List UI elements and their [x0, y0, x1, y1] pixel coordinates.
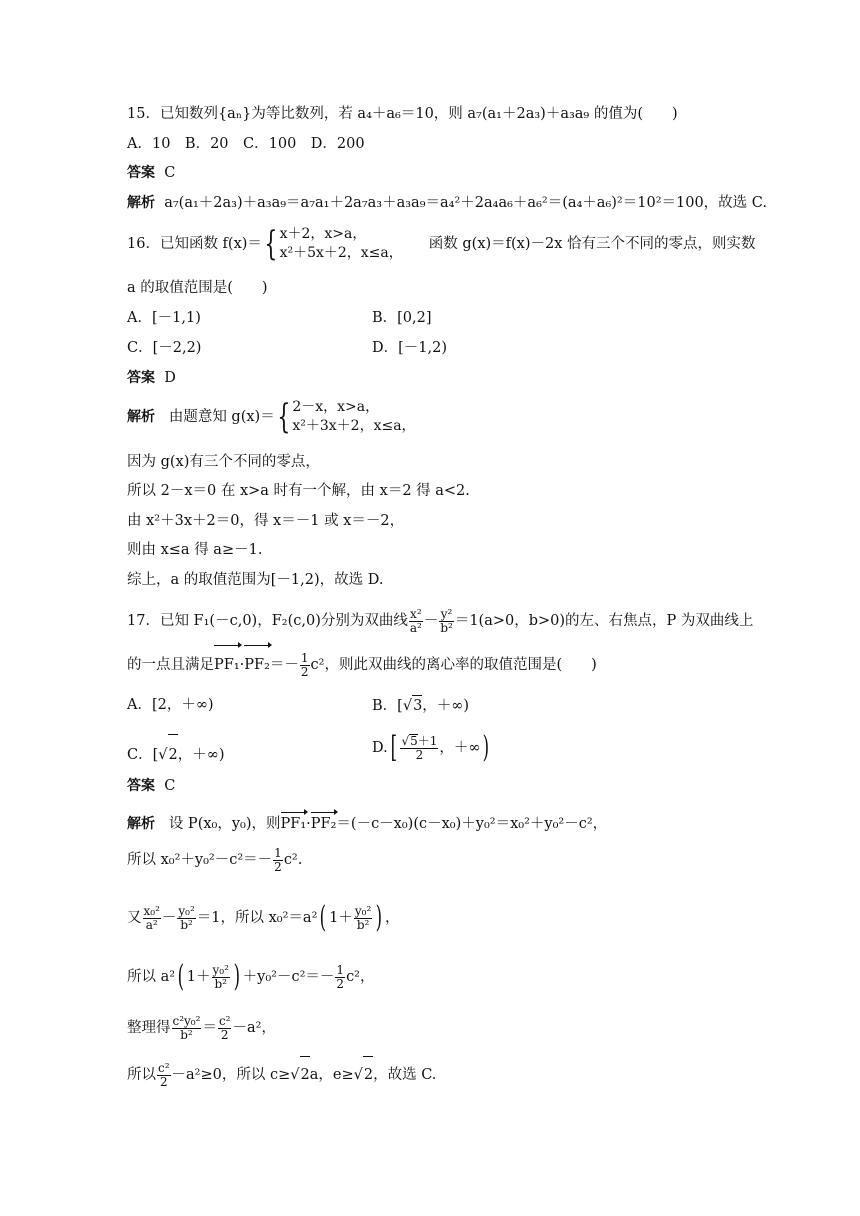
left-paren: (: [177, 959, 185, 994]
denominator: b²: [356, 917, 370, 932]
q16-stem-line2: a 的取值范围是( ): [127, 280, 268, 296]
fraction: [409, 608, 423, 635]
fraction: [157, 1062, 171, 1089]
q17-option-d: [372, 728, 492, 768]
q16-analysis-line4: 则由 x≤a 得 a≥－1.: [127, 542, 263, 558]
q17-analysis-line5: [127, 1010, 276, 1046]
numerator: y₀²: [212, 962, 229, 977]
denominator: 2: [274, 859, 282, 874]
analysis-text: －a²≥0，所以 c≥: [171, 1067, 291, 1083]
q16-g-case1: 2－x，x>a，: [292, 399, 380, 415]
answer-label: 答案: [127, 370, 155, 386]
q16-g-case2: x²＋3x＋2，x≤a，: [292, 418, 416, 434]
q16-option-a: A．[－1,1): [127, 310, 201, 326]
vector-pf1: PF₁: [214, 647, 240, 683]
radicand: 5: [410, 734, 418, 748]
analysis-text: 整理得: [127, 1020, 171, 1036]
analysis-text: c².: [283, 852, 303, 868]
q16-analysis-pre: 由题意知 g(x)＝: [168, 409, 275, 425]
dot-operator: ·: [306, 816, 311, 832]
analysis-text: ＝1，所以 x₀²＝a²: [196, 910, 318, 926]
analysis-label: 解析: [127, 816, 155, 832]
q16-analysis: [127, 398, 416, 436]
minus: －: [161, 910, 177, 926]
radicand: 2: [300, 1056, 310, 1093]
denominator: 2: [415, 748, 424, 762]
analysis-text: 设 P(x₀，y₀)，则: [168, 816, 281, 832]
q17-options-row1: [127, 695, 727, 715]
left-bracket: [: [390, 730, 397, 765]
radicand: 2: [168, 734, 178, 775]
q16-answer-value: D: [164, 370, 176, 386]
fraction: [335, 964, 345, 991]
denominator: b²: [180, 917, 193, 932]
q16-stem-pre: 16．已知函数 f(x)＝: [127, 236, 262, 252]
left-paren: (: [320, 900, 327, 935]
option-prefix: D.: [372, 740, 388, 756]
q16-analysis-line2: 所以 2－x＝0 在 x>a 时有一个解，由 x＝2 得 a<2.: [127, 483, 470, 499]
vector-pf2: PF₂: [244, 647, 270, 683]
denominator: 2: [220, 1027, 229, 1042]
analysis-text: 所以: [127, 1067, 156, 1083]
numerator: c²y₀²: [172, 1013, 201, 1028]
dot-operator: ·: [239, 657, 245, 673]
left-brace: {: [264, 224, 278, 264]
q17-analysis-line6: 所以 $\frac{\text{c²}}{2}$ －a²≥0，所以 c≥√2a，e≥√2，故选 C.: [127, 1056, 436, 1093]
analysis-text: ，: [384, 910, 400, 926]
q17-analysis-line3: [127, 898, 399, 938]
denominator: b²: [440, 620, 453, 635]
q17-line2-post: c²，则此双曲线的离心率的取值范围是( ): [310, 657, 597, 673]
numerator: √5＋1: [401, 734, 438, 748]
q15-analysis-text: a₇(a₁＋2a₃)＋a₃a₉＝a₇a₁＋2a₇a₃＋a₃a₉＝a₄²＋2a₄a₆＋a₆²＝(a₄＋a₆)²＝10²＝100，故选 C.: [164, 195, 767, 211]
fraction: [218, 1015, 232, 1042]
option-suffix: ，＋∞: [439, 740, 481, 756]
answer-label: 答案: [127, 778, 155, 794]
fraction: [300, 652, 310, 679]
fraction: [143, 905, 161, 932]
analysis-text: 又: [127, 910, 142, 926]
q17-answer-value: C: [164, 778, 176, 794]
analysis-text: c²，: [346, 969, 375, 985]
right-paren: ): [483, 730, 490, 765]
q16-case2: x²＋5x＋2，x≤a，: [279, 245, 403, 261]
numerator: y₀²: [178, 903, 195, 918]
vector-pf2: PF₂: [310, 816, 337, 832]
vector-pf1: PF₁: [280, 816, 307, 832]
q17-line2-pre: 的一点且满足: [127, 657, 214, 673]
fraction: [212, 964, 230, 991]
q16-stem-post: 函数 g(x)＝f(x)－2x 恰有三个不同的零点，则实数: [428, 236, 756, 252]
q16-case1: x＋2，x>a，: [279, 226, 367, 242]
numerator: 1: [300, 650, 309, 665]
left-brace: {: [277, 397, 291, 437]
numerator: 1: [336, 962, 345, 977]
analysis-text: ，故选 C.: [373, 1067, 437, 1083]
numerator: c²: [218, 1013, 231, 1028]
q16-analysis-line3: 由 x²＋3x＋2＝0，得 x＝－1 或 x＝－2，: [127, 513, 405, 529]
numerator: x₀²: [143, 903, 160, 918]
q17-analysis-line1: [127, 814, 607, 834]
q16-stem: [127, 225, 756, 263]
analysis-text: a，e≥: [309, 1067, 354, 1083]
fraction: [172, 1015, 202, 1042]
q17-stem-line2: [127, 647, 597, 683]
q15-stem: 15．已知数列{aₙ}为等比数列，若 a₄＋a₆＝10，则 a₇(a₁＋2a₃)＋a₃a₉ 的值为( ): [127, 106, 678, 122]
q16-analysis-line5: 综上，a 的取值范围为[－1,2)，故选 D.: [127, 572, 384, 588]
analysis-text: 1＋: [186, 969, 211, 985]
option-suffix: ，＋∞): [422, 698, 470, 714]
q16-options-row2: [127, 338, 727, 358]
q16-options-row1: [127, 308, 727, 328]
q15-answer: [127, 163, 175, 183]
equals-minus: ＝－: [269, 657, 299, 673]
analysis-text: 所以 a²: [127, 969, 176, 985]
fraction: [177, 905, 195, 932]
analysis-text: ＋y₀²－c²＝－: [242, 969, 335, 985]
option-suffix: ，＋∞): [177, 747, 225, 763]
radicand: 2: [363, 1056, 373, 1093]
denominator: a²: [409, 620, 422, 635]
analysis-label: 解析: [127, 409, 155, 425]
denominator: 2: [300, 664, 309, 679]
q17-stem: [127, 603, 753, 639]
q15-analysis: [127, 193, 767, 213]
numerator-suffix: ＋1: [417, 734, 438, 748]
q16-analysis-line1: 因为 g(x)有三个不同的零点，: [127, 454, 320, 470]
q17-analysis-line4: [127, 957, 375, 997]
q15-options: A．10 B．20 C．100 D．200: [127, 136, 365, 152]
q15-answer-value: C: [164, 165, 176, 181]
denominator: a²: [145, 917, 158, 932]
q17-options-row2: [127, 728, 727, 769]
analysis-text: ＝(－c－x₀)(c－x₀)＋y₀²＝x₀²＋y₀²－c²，: [336, 816, 608, 832]
analysis-label: 解析: [127, 195, 155, 211]
q17-stem-pre: 17．已知 F₁(－c,0)，F₂(c,0)分别为双曲线: [127, 613, 408, 629]
q16-cases: [280, 225, 403, 263]
q16-option-c: C．[－2,2): [127, 340, 202, 356]
analysis-text: －a²，: [232, 1020, 276, 1036]
minus: －: [423, 613, 439, 629]
q16-option-b: B．[0,2]: [372, 310, 432, 326]
q17-analysis-line2: [127, 843, 302, 877]
q16-g-cases: [292, 398, 415, 436]
numerator: x²: [410, 606, 422, 621]
right-paren: ): [233, 959, 241, 994]
q17-answer: [127, 776, 175, 796]
fraction: [354, 905, 372, 932]
q17-stem-mid: ＝1(a>0，b>0)的左、右焦点，P 为双曲线上: [454, 613, 754, 629]
q16-answer: [127, 368, 176, 388]
q17-option-b: B．[√3，＋∞): [372, 695, 469, 716]
fraction: [273, 847, 283, 874]
numerator: y²: [440, 606, 453, 621]
denominator: b²: [180, 1027, 193, 1042]
radicand: 3: [412, 695, 422, 716]
equals: ＝: [202, 1020, 217, 1036]
fraction: [439, 608, 454, 635]
analysis-text: 1＋: [329, 910, 353, 926]
option-prefix: C．[: [127, 747, 159, 763]
fraction: [400, 734, 438, 762]
q17-option-a: A．[2，＋∞): [127, 697, 214, 713]
right-paren: ): [375, 900, 383, 935]
q17-option-c: C．[√2，＋∞): [127, 747, 225, 763]
denominator: 2: [159, 1074, 168, 1089]
q16-option-d: D．[－1,2): [372, 340, 447, 356]
numerator: y₀²: [354, 903, 372, 918]
analysis-text: 所以 x₀²＋y₀²－c²＝－: [127, 852, 273, 868]
denominator: 2: [336, 976, 345, 991]
answer-label: 答案: [127, 165, 155, 181]
denominator: b²: [214, 976, 227, 991]
option-prefix: B．[: [372, 698, 403, 714]
numerator: 1: [274, 845, 282, 860]
numerator: c²: [158, 1060, 170, 1075]
